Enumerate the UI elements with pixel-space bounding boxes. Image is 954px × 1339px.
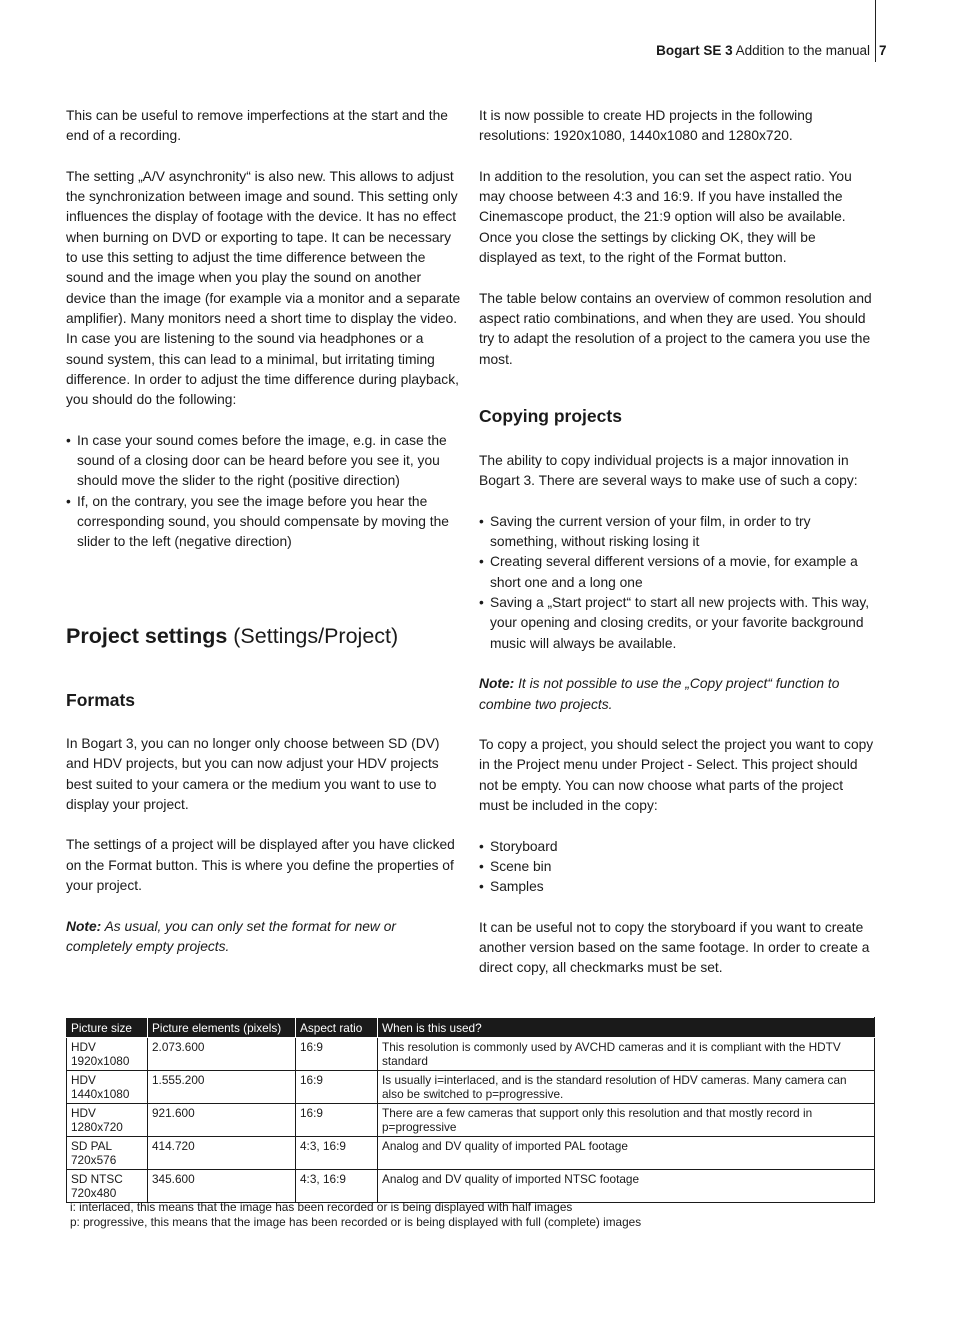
paragraph: This can be useful to remove imperfections at the start and the end of a recording. <box>66 108 448 144</box>
bullet-list <box>479 512 875 654</box>
size-label: SD NTSC <box>71 1172 123 1186</box>
formats-heading: Formats <box>66 690 136 710</box>
paragraph: The table below contains an overview of common resolution and aspect ratio combinations, and when they are used. You should try to adapt the resolution of a project to the camera you use the most. <box>479 290 872 367</box>
size-resolution: 1280x720 <box>71 1120 123 1134</box>
section-title-bold: Project settings <box>66 624 228 648</box>
cell-usage: There are a few cameras that support only this resolution and that mostly record in p=progressive <box>378 1104 875 1137</box>
size-resolution: 1440x1080 <box>71 1087 130 1101</box>
formats-table <box>66 1017 875 1203</box>
cell-usage: Analog and DV quality of imported NTSC footage <box>378 1170 875 1203</box>
section-title-rest: (Settings/Project) <box>227 624 399 648</box>
cell-picture-size <box>67 1104 148 1137</box>
cell-usage: Is usually i=interlaced, and is the standard resolution of HDV cameras. Many camera can also be switched to p=progressive. <box>378 1071 875 1104</box>
column-header: Picture size <box>67 1018 148 1038</box>
size-resolution: 720x480 <box>71 1186 117 1200</box>
list-item: • Saving a „Start project“ to start all new projects with. This way, your opening and closing credits, or your favorite background music will always be available. <box>479 593 875 654</box>
size-label: HDV <box>71 1040 96 1054</box>
note <box>479 674 875 715</box>
size-label: HDV <box>71 1106 96 1120</box>
cell-pixels: 921.600 <box>148 1104 296 1137</box>
column-header: When is this used? <box>378 1018 875 1038</box>
table-footnotes <box>70 1200 641 1230</box>
list-item: • Creating several different versions of a movie, for example a short one and a long one <box>479 552 875 593</box>
paragraph: In Bogart 3, you can no longer only choose between SD (DV) and HDV projects, but you can now adjust your HDV projects best suited to your camera or the medium you want to use to display your project. <box>66 736 440 812</box>
formats-body <box>66 734 464 957</box>
cell-picture-size <box>67 1170 148 1203</box>
note-text: As usual, you can only set the format for new or completely empty projects. <box>66 918 396 954</box>
paragraph: It is now possible to create HD projects in the following resolutions: 1920x1080, 1440x1080 and 1280x720. <box>479 108 813 144</box>
right-column <box>479 106 875 370</box>
size-label: HDV <box>71 1073 96 1087</box>
paragraph: The ability to copy individual projects is a major innovation in Bogart 3. There are several ways to make use of such a copy: <box>479 453 858 489</box>
paragraph: The settings of a project will be displayed after you have clicked on the Format button. This is where you define the properties of your project. <box>66 837 455 894</box>
paragraph: The setting „A/V asynchronity“ is also new. This allows to adjust the synchronization between image and sound. This setting only influences the display of footage with the device. It has no effect when burning on DVD or exporting to tape. It can be necessary to use this setting to adjust the time difference between the sound and the image when you play the sound on another device than the image (for example via a monitor and a separate amplifier). Many monitors need a short time to display the video. In case you are listening to the sound via headphones or a sound system, this can lead to a minimal, but irritating timing difference. In order to adjust the time difference during playback, you should do the following: <box>66 168 461 408</box>
cell-picture-size <box>67 1137 148 1170</box>
column-header: Picture elements (pixels) <box>148 1018 296 1038</box>
cell-pixels: 1.555.200 <box>148 1071 296 1104</box>
paragraph: It can be useful not to copy the storyboard if you want to create another version based on the same footage. In order to create a direct copy, all checkmarks must be set. <box>479 919 870 976</box>
list-item: • Samples <box>479 877 875 897</box>
size-resolution: 720x576 <box>71 1153 117 1167</box>
cell-pixels: 345.600 <box>148 1170 296 1203</box>
table-row <box>67 1071 875 1104</box>
copy-parts-list <box>479 837 875 898</box>
bullet-list <box>66 431 464 553</box>
cell-aspect: 4:3, 16:9 <box>296 1137 378 1170</box>
size-resolution: 1920x1080 <box>71 1054 130 1068</box>
footnote: i: interlaced, this means that the image has been recorded or is being displayed with half images <box>70 1200 573 1214</box>
paragraph: To copy a project, you should select the project you want to copy in the Project menu under Project - Select. This project should not be empty. You can now choose what parts of the project must be included in the copy: <box>479 737 874 814</box>
left-column <box>66 106 464 553</box>
cell-aspect: 4:3, 16:9 <box>296 1170 378 1203</box>
copying-heading: Copying projects <box>479 406 622 426</box>
table-row <box>67 1137 875 1170</box>
section-title <box>66 624 398 649</box>
list-item: • In case your sound comes before the image, e.g. in case the sound of a closing door can be heard before you see it, you should move the slider to the right (positive direction) <box>66 431 464 492</box>
header-subtitle: Addition to the manual <box>735 43 870 58</box>
table-row <box>67 1038 875 1071</box>
list-item: • Storyboard <box>479 837 875 857</box>
cell-pixels: 2.073.600 <box>148 1038 296 1071</box>
table-row <box>67 1104 875 1137</box>
header-product: Bogart SE 3 <box>656 43 733 58</box>
page-number: 7 <box>879 43 887 58</box>
paragraph: In addition to the resolution, you can set the aspect ratio. You may choose between 4:3 and 16:9. If you have installed the Cinemascope product, the 21:9 option will also be available. Once you close the settings by clicking OK, they will be displayed as text, to the right of the Format button. <box>479 168 852 266</box>
list-item: • Scene bin <box>479 857 875 877</box>
cell-picture-size <box>67 1071 148 1104</box>
note-label: Note: <box>66 918 102 934</box>
cell-aspect: 16:9 <box>296 1038 378 1071</box>
cell-picture-size <box>67 1038 148 1071</box>
header-divider <box>875 0 876 62</box>
list-item: • If, on the contrary, you see the image before you hear the corresponding sound, you should compensate by moving the slider to the left (negative direction) <box>66 492 464 553</box>
copying-body <box>479 451 875 979</box>
note-text: It is not possible to use the „Copy project“ function to combine two projects. <box>479 676 840 712</box>
cell-usage: Analog and DV quality of imported PAL footage <box>378 1137 875 1170</box>
cell-aspect: 16:9 <box>296 1104 378 1137</box>
cell-usage: This resolution is commonly used by AVCHD cameras and it is compliant with the HDTV standard <box>378 1038 875 1071</box>
footnote: p: progressive, this means that the image has been recorded or is being displayed with full (complete) images <box>70 1215 642 1229</box>
size-label: SD PAL <box>71 1139 113 1153</box>
cell-pixels: 414.720 <box>148 1137 296 1170</box>
note <box>66 917 464 958</box>
list-item: • Saving the current version of your film, in order to try something, without risking losing it <box>479 512 875 553</box>
cell-aspect: 16:9 <box>296 1071 378 1104</box>
column-header: Aspect ratio <box>296 1018 378 1038</box>
table-row <box>67 1170 875 1203</box>
note-label: Note: <box>479 676 515 692</box>
running-header <box>656 43 870 58</box>
table-header-row <box>67 1018 875 1038</box>
